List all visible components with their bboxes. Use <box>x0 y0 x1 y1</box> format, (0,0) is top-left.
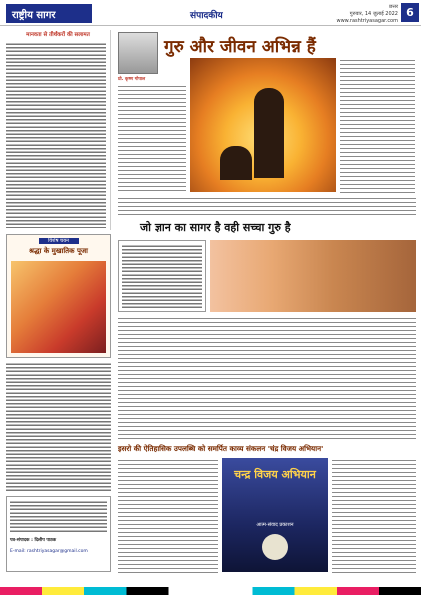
feature-label: विशेष चयन <box>39 238 79 244</box>
bottom-col-1 <box>118 458 218 574</box>
dateline <box>330 4 398 25</box>
city: छत्तर <box>388 4 398 10</box>
main-headline: गुरु और जीवन अभिन्न हैं <box>164 37 316 57</box>
left-feature-box <box>6 234 111 358</box>
site-url: www.rashtriyasagar.com <box>336 18 398 24</box>
main-col-1 <box>118 84 186 194</box>
bottom-headline: इसरो की ऐतिहासिक उपलब्धि को समर्पित काव्य संकलन 'चंद्र विजय अभियान' <box>118 444 324 453</box>
imprint-text <box>10 500 107 534</box>
registration-color-bar <box>0 587 421 595</box>
feature-photo <box>11 261 106 353</box>
section-title: संपादकीय <box>190 11 223 21</box>
author-photo <box>118 32 158 74</box>
second-photo <box>210 240 416 312</box>
left-article-text <box>6 42 106 228</box>
imprint-box <box>6 496 111 572</box>
main-lower-text <box>118 316 416 440</box>
bottom-col-3 <box>332 458 416 574</box>
sub-headline: जो ज्ञान का सागर है वही सच्चा गुरु है <box>140 221 291 234</box>
main-col-2 <box>340 58 415 194</box>
inset-box <box>118 240 206 312</box>
newspaper-logo: राष्ट्रीय सागर <box>6 4 92 23</box>
date: गुरुवार, 14 जुलाई 2022 <box>349 11 398 17</box>
left-article-title: मानवता से तीर्थंकरों की सलामत <box>26 32 90 38</box>
book-title: चन्द्र विजय अभियान <box>234 468 316 481</box>
main-col-3 <box>118 196 416 216</box>
left-article <box>6 30 111 230</box>
moon-icon <box>262 534 288 560</box>
disciple-silhouette <box>220 146 252 180</box>
guru-silhouette <box>254 88 284 178</box>
feature-title: श्रद्धा के मुखातिक पूजा <box>29 247 88 255</box>
hero-illustration <box>190 58 336 192</box>
email: E-mail: rashtriyasagar@gmail.com <box>10 549 88 554</box>
left-text-2 <box>6 362 111 492</box>
byline: प्रो. कृष्ण गोपाल <box>118 77 146 82</box>
page-number: 6 <box>401 3 419 22</box>
footer-note: पत्र-संपादक : दिलीप पाठक <box>10 538 57 543</box>
book-cover <box>222 458 328 572</box>
book-subtitle: आत्म-संवाद प्रकाशन <box>256 522 294 528</box>
inset-text <box>122 244 202 308</box>
